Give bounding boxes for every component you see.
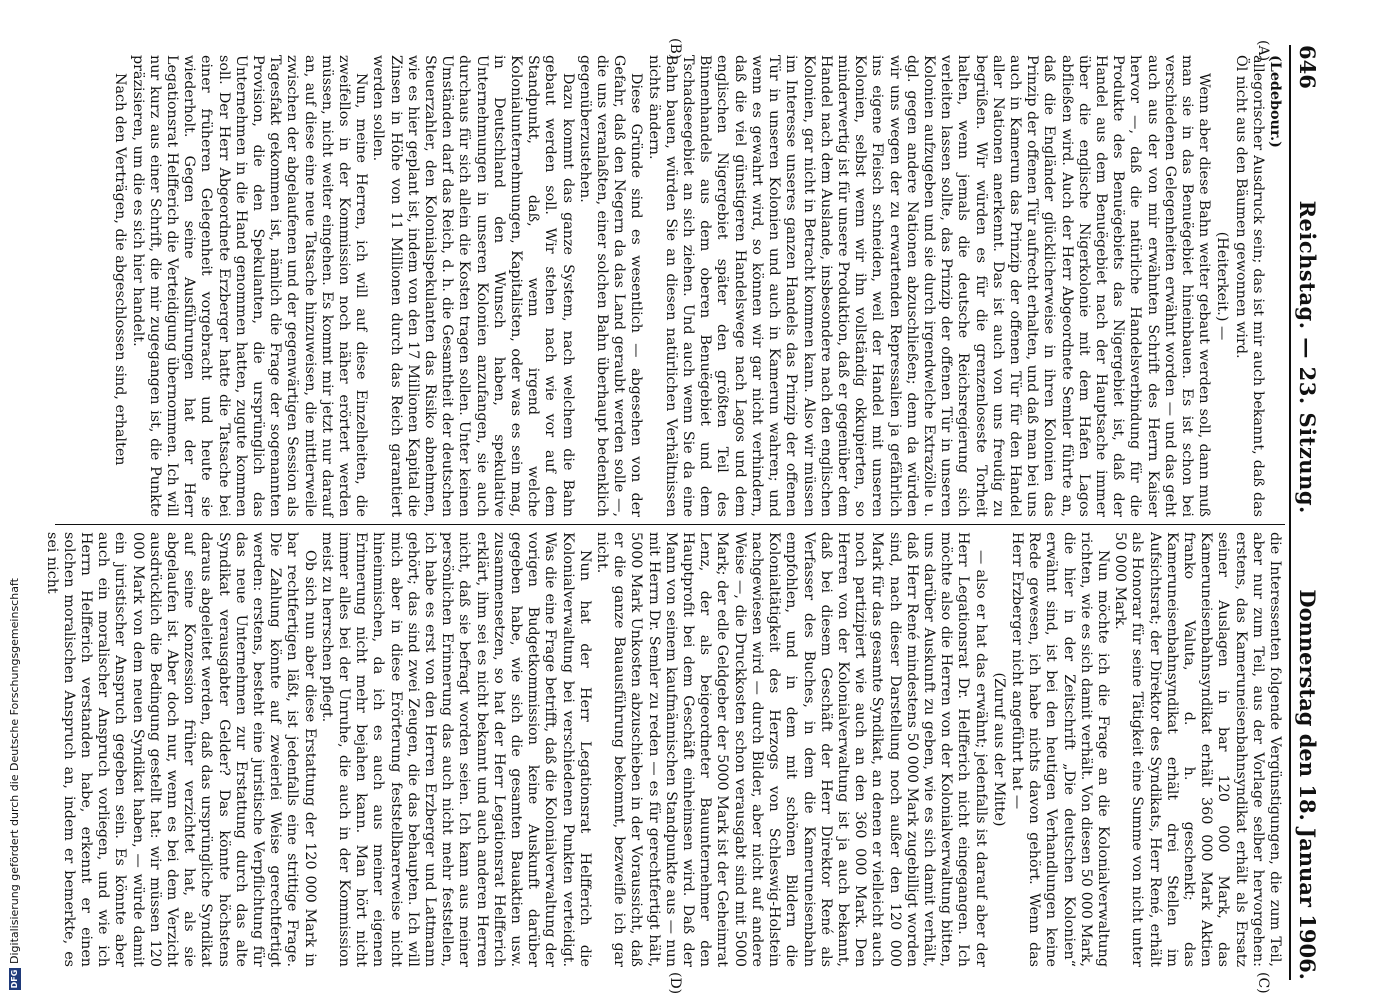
- margin-marker-d: (D): [667, 972, 683, 995]
- column-divider: [55, 524, 1285, 525]
- paragraph: allegorischer Ausdruck sein; das ist mir auch bekannt, daß das Öl nicht aus den Bäumen gewonnen wird.: [1232, 55, 1266, 517]
- digitization-credit-text: Digitalisierung gefördert durch die Deutsche Forschungsgemeinschaft: [8, 578, 21, 964]
- dfg-logo: DFG: [9, 969, 19, 989]
- paragraph: Dazu kommt das ganze System, nach welchem die Bahn gebaut werden soll. Wir stehen nach wie vor auf dem Standpunkt, daß, wenn irgend welche Kolonialunternehmungen, Kapitalisten, oder was es sein mag, in Deutschland den Wunsch haben, spekulative Unternehmungen in unseren Kolonien anzufangen, sie auch durchaus für sich allein die Kosten tragen sollen. Unter keinen Umständen darf das Reich, d. h. die Gesamtheit der deutschen Steuerzahler, den Kolonialspekulanten das Risiko abnehmen, wie es hier geplant ist, indem von den 17 Millionen Kapital die Zinsen in Höhe von 11 Millionen durch das Reich garantiert werden sollen.: [370, 55, 576, 517]
- paragraph: Diese Gründe sind es wesentlich — abgesehen von der Gefahr, daß den Negern da das Land geraubt werden solle —, die uns veranlaßten, einer solchen Bahn überhaupt bedenklich gegenüberzustehen.: [576, 55, 645, 517]
- digitization-credit: [8, 578, 21, 990]
- paragraph: Nach den Verträgen, die abgeschlossen sind, erhalten: [112, 73, 129, 466]
- paragraph: die Interessenten folgende Vergünstigungen, die zum Teil, aber nur zum Teil, aus der Vorlage selber hervorgehen: erstens, das Kameruneisenbahnsyndikat erhält als Ersatz seiner Auslagen in bar 120 000 Mark, das Kameruneisenbahnsyndikat erhält 360 000 Mark Aktien franko Valuta, d. h. geschenkt; das Kameruneisenbahnsyndikat erhält drei Stellen im Aufsichtsrat; der Direktor des Syndikats, Herr René, erhält als Honorar für seine Tätigkeit eine Summe von nicht unter 50 000 Mark.: [1112, 532, 1283, 967]
- margin-marker-a: (A): [1255, 40, 1271, 62]
- interjection: (Heiterkeit.) —: [1214, 231, 1231, 341]
- paragraph: Nun möchte ich die Frage an die Kolonialverwaltung richten, wie es sich damit verhält. Von diesen 50 000 Mark, die hier in der Zeitschrift „Die deutschen Kolonien“ erwähnt sind, ist bei den heutigen Verhandlungen keine Rede gewesen, ich habe nichts davon gehört. Wenn das Herr Erzberger nicht angeführt hat —: [1008, 532, 1111, 967]
- header-title: Reichstag. — 23. Sitzung.: [1295, 200, 1321, 514]
- rotated-document-page: [43, 0, 1333, 1000]
- paragraph: Nun hat der Herr Legationsrat Helfferich die Kolonialverwaltung bei verschiedenen Punkten verteidigt. Was die eine Frage betrifft, daß die Kolonialverwaltung der vorigen Budgetkommission keine Auskunft darüber gegeben habe, wie sich die gesamten Bauaktien usw. zusammensetzen, so hat der Herr Legationsrat Helfferich erklärt, ihm sei es nicht bekannt und auch anderen Herren nicht, daß sie befragt worden seien. Ich kann aus meiner persönlichen Erinnerung das auch nicht mehr feststellen, ich habe es erst von den Herren Erzberger und Lattmann gehört; das sind zwei Zeugen, die das behaupten. Ich will mich aber in diese Erörterung feststellbarerweise nicht hineinmischen, da ich es auch aus meiner eigenen Erinnerung nicht mehr bejahen kann. Man hört nicht immer alles bei der Unruhe, die auch in der Kommission meist zu herrschen pflegt.: [318, 532, 593, 967]
- left-text-column: [55, 55, 1283, 517]
- margin-marker-b: (B): [667, 38, 683, 60]
- paragraph: Ob sich nun aber diese Erstattung der 120 000 Mark in bar rechtfertigen läßt, ist jedenfalls eine strittige Frage. Die Zahlung könnte auf zweierlei Weise gerechtfertigt werden: erstens, besteht eine juristische Verpflichtung für das neue Unternehmen zur Erstattung durch das alte Syndikat verausgabter Gelder? Das könnte höchstens daraus abgeleitet werden, daß das ursprüngliche Syndikat auf seine Konzession früher verzichtet hat, als sie abgelaufen ist. Aber doch nur, wenn es bei dem Verzicht ausdrücklich die Bedingung gestellt hat: wir müssen 120 000 Mark von dem neuen Syndikat haben, — würde damit ein juristischer Anspruch gegeben sein. Es könnte aber auch ein moralischer Anspruch vorliegen, und wie ich Herrn Helfferich verstanden habe, erkennt er einen solchen moralischen Anspruch an, indem er bemerkte, es sei nicht: [43, 532, 318, 967]
- page-header: [1289, 45, 1325, 980]
- page-number: 646: [1295, 45, 1321, 89]
- right-text-column: [43, 532, 1283, 967]
- paragraph: Nun, meine Herren, ich will auf diese Einzelheiten, die zweifellos in der Kommission noch näher erörtert werden müssen, nicht weiter eingehen. Es kommt mir jetzt nur darauf an, auf diese eine neue Tatsache hinzuweisen, die mittlerweile zwischen der abgelaufenen und der gegenwärtigen Session als Tagesfakt gekommen ist, nämlich die Frage der sogenannten Provision, die den Spekulanten, die ursprünglich das Unternehmen in die Hand genommen hatten, zugute kommen soll. Der Herr Abgeordnete Erzberger hatte die Tatsache bei einer früheren Gelegenheit vorgebracht und heute sie wiederholt. Gegen seine Ausführungen hat der Herr Legationsrat Helfferich die Verteidigung übernommen. Ich will nur kurz aus einer Schrift, die mir zugegangen ist, die Punkte präzisieren, um die es sich hier handelt.: [129, 55, 370, 517]
- header-date: Donnerstag den 18. Januar 1906.: [1295, 589, 1321, 980]
- margin-marker-c: (C): [1255, 972, 1271, 994]
- speaker-name: (Ledebour.): [1267, 55, 1283, 148]
- paragraph: Wenn aber diese Bahn weiter gebaut werden soll, dann muß man sie in das Benuëgebiet hineinbauen. Es ist schon bei verschiedenen Gelegenheiten erwähnt worden — und das geht auch aus der von mir erwähnten Schrift des Herrn Kaiser hervor —, daß die natürliche Handelsverbindung für die Produkte des Benuëgebiets das Nigergebiet ist, daß der Handel aus dem Benuëgebiet nach der Hauptsache immer über die englische Nigerkolonie mit dem Hafen Lagos abfließen wird. Auch der Herr Abgeordnete Semler führte an, daß die Engländer glücklicherweise in ihren Kolonien das Prinzip der offenen Tür aufrecht erhalten, und daß man bei uns auch in Kamerun das Prinzip der offenen Tür für den Handel aller Nationen anerkennt. Das ist auch von uns freudig zu begrüßen. Wir würden es für die grenzenloseste Torheit halten, wenn jemals die deutsche Reichsregierung sich verleiten lassen sollte, das Prinzip der offenen Tür in unseren Kolonien aufzugeben und sie durch irgendwelche Extrazölle u. dgl. gegen andere Nationen abzuschließen; denn da würden wir uns wegen der zu erwartenden Repressalien ja gefährlich ins eigene Fleisch schneiden, weil der Handel mit unseren Kolonien, selbst wenn wir ihn vollständig okkupierten, so minderwertig ist für unsere Produktion, daß er gegenüber dem Handel nach dem Auslande, insbesondere nach den englischen Kolonien, gar nicht in Betracht kommen kann. Also wir müssen im Interesse unseres ganzen Handels das Prinzip der offenen Tür in unseren Kolonien und auch in Kamerun wahren; und wenn es gewahrt wird, so können wir gar nicht verhindern, daß die viel günstigeren Handelswege nach Lagos und dem englischen Nigergebiet später den größten Teil des Binnenhandels aus dem oberen Benuëgebiet und dem Tschadseegebiet an sich ziehen. Und auch wenn Sie da eine Bahn bauen, würden Sie an diesen natürlichen Verhältnissen nichts ändern.: [645, 55, 1213, 517]
- interjection: (Zuruf aus der Mitte): [990, 672, 1007, 827]
- paragraph: — also er hat das erwähnt; jedenfalls ist darauf aber der Herr Legationsrat Dr. Helfferich nicht eingegangen. Ich möchte also die Herren von der Kolonialverwaltung bitten, uns darüber Auskunft zu geben, wie es sich damit verhält, daß Herr René mindestens 50 000 Mark zugebilligt worden sind, nach dieser Darstellung noch außer den 120 000 Mark für das gesamte Syndikat, an denen er vielleicht auch noch partizipiert wie auch an den 360 000 Mark. Den Herren von der Kolonialverwaltung ist ja auch bekannt, daß bei diesem Geschäft der Herr Direktor René als Verfasser des Buches, in dem die Kameruneisenbahn empfohlen, und in dem mit schönen Bildern die Kolonialtätigkeit des Herzogs von Schleswig-Holstein nachgewiesen wird — durch Bilder, aber nicht auf andere Weise —, die Druckkosten schon verausgabt sind mit 5000 Mark; der edle Geldgeber der 5000 Mark ist der Geheimrat Lenz, der als beigeordneter Bauunternehmer den Hauptprofit bei dem Geschäft einheimsen wird. Daß der Mann von seinem kaufmännischen Standpunkte aus — nun mit Herrn Dr. Semler zu reden — es für gerechtfertigt hält, 5000 Mark Unkosten abzuschieben in der Voraussicht, daß er die ganze Bauausführung bekommt, bezweifle ich gar nicht.: [594, 532, 989, 967]
